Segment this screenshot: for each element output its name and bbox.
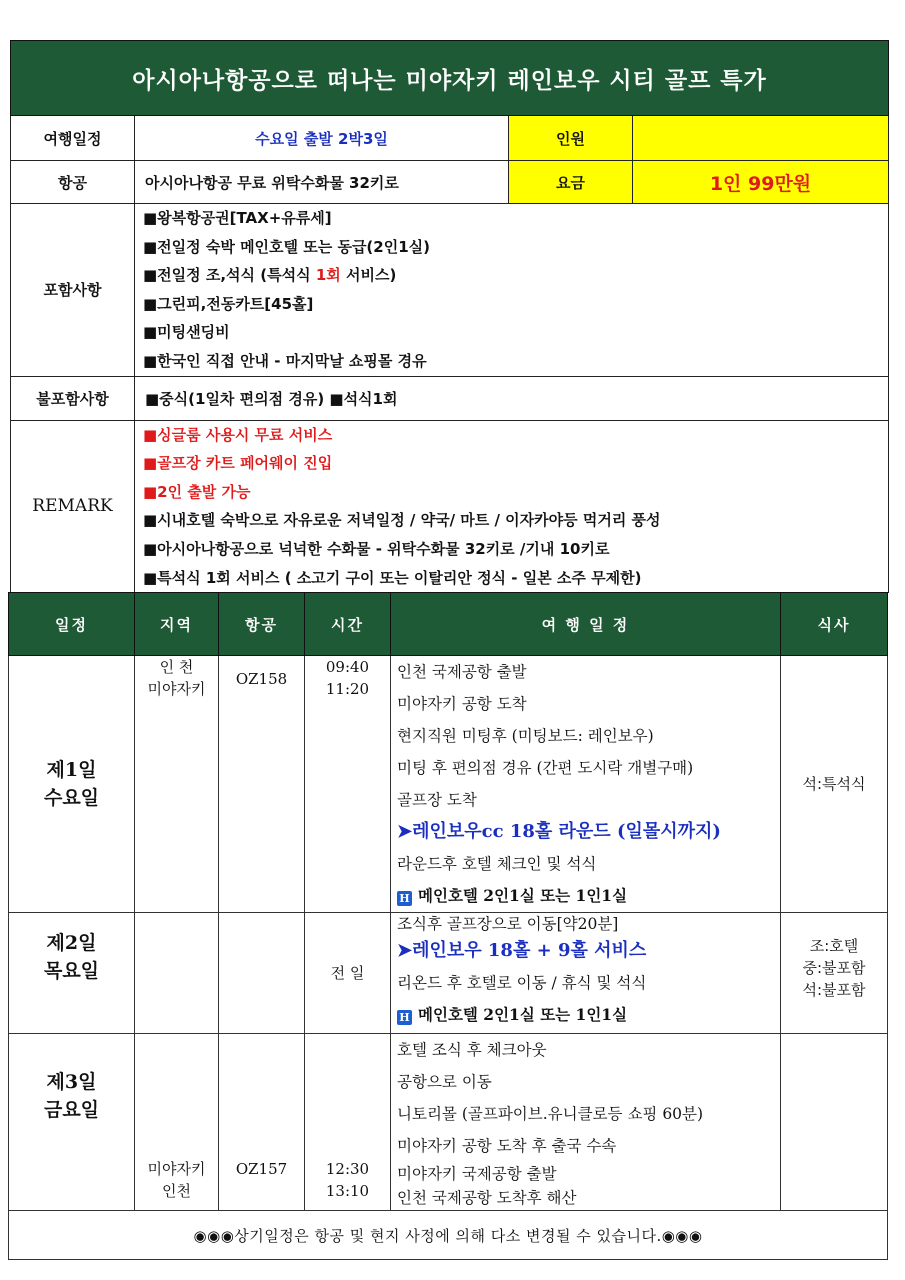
flight-cell	[219, 1034, 305, 1211]
hotel-text: 메인호텔 2인1실 또는 1인1실	[418, 1005, 628, 1024]
day-label: 제3일	[46, 1071, 97, 1093]
notice: ◉◉◉상기일정은 항공 및 현지 사정에 의해 다소 변경될 수 있습니다.◉◉◉	[9, 1211, 888, 1260]
people-value	[633, 116, 889, 161]
people-label: 인원	[509, 116, 633, 161]
included-meal-highlight: 1회	[315, 266, 341, 285]
schedule-value: 수요일 출발 2박3일	[135, 116, 509, 161]
included-item: ■미팅샌딩비	[143, 323, 230, 342]
activity-item: 조식후 골프장으로 이동[약20분]	[397, 915, 619, 933]
day-row-2	[9, 913, 888, 1034]
schedule-label: 여행일정	[11, 116, 135, 161]
day-cell	[9, 1034, 135, 1211]
summary-table	[10, 40, 889, 593]
excluded-label: 불포함사항	[11, 376, 135, 420]
meal-cell	[781, 656, 888, 913]
flight-cell	[219, 913, 305, 1034]
region-to: 인천	[162, 1182, 191, 1200]
activity-item: 공항으로 이동	[397, 1073, 492, 1091]
activity-item: 니토리몰 (골프파이브.유니클로등 쇼핑 60분)	[397, 1105, 704, 1123]
region-from: 미야자키	[147, 1160, 206, 1178]
itinerary-table	[8, 592, 888, 1260]
time-allday: 전 일	[330, 964, 365, 982]
meal-item: 석:불포함	[802, 981, 866, 999]
activity-item: 인천 국제공항 도착후 해산	[397, 1189, 577, 1207]
meal-cell	[781, 913, 888, 1034]
included-item: ■그린피,전동카트[45홀]	[143, 294, 314, 313]
airline-value: 아시아나항공 무료 위탁수화물 32키로	[135, 161, 509, 204]
day-row-1	[9, 656, 888, 913]
day-cell	[9, 913, 135, 1034]
remark-item: ■특석식 1회 서비스 ( 소고기 구이 또는 이탈리안 정식 - 일본 소주 무제한)	[143, 568, 642, 587]
day-label: 제1일	[46, 759, 97, 781]
weekday-label: 수요일	[43, 787, 100, 809]
header-meal: 식사	[781, 593, 888, 656]
meal-item: 조:호텔	[809, 937, 859, 955]
activities-cell	[391, 913, 781, 1034]
region-from: 인 천	[159, 658, 194, 676]
day-row-3	[9, 1034, 888, 1211]
activity-item: 미야자키 국제공항 출발	[397, 1165, 557, 1183]
time-arrive: 13:10	[325, 1182, 370, 1200]
activity-item: 인천 국제공항 출발	[397, 663, 527, 681]
activity-highlight: ➤레인보우 18홀 + 9홀 서비스	[397, 940, 647, 961]
flight-number: OZ158	[235, 670, 288, 688]
meal-cell	[781, 1034, 888, 1211]
header-flight: 항공	[219, 593, 305, 656]
remark-item-red: ■2인 출발 가능	[143, 482, 251, 501]
time-depart: 12:30	[325, 1160, 370, 1178]
included-item: ■왕복항공권[TAX+유류세]	[143, 209, 332, 227]
activity-highlight: ➤레인보우cc 18홀 라운드 (일몰시까지)	[397, 821, 721, 842]
activity-item: 호텔 조식 후 체크아웃	[397, 1041, 547, 1059]
included-label: 포함사항	[11, 204, 135, 377]
time-cell	[305, 913, 391, 1034]
time-cell	[305, 1034, 391, 1211]
header-plan: 여 행 일 정	[391, 593, 781, 656]
header-day: 일정	[9, 593, 135, 656]
remark-item: ■아시아나항공으로 넉넉한 수화물 - 위탁수화물 32키로 /기내 10키로	[143, 539, 610, 558]
included-meal-prefix: ■전일정 조,석식 (특석식	[143, 266, 316, 285]
region-cell	[135, 656, 219, 913]
page-title: 아시아나항공으로 떠나는 미야자키 레인보우 시티 골프 특가	[11, 41, 889, 116]
weekday-label: 금요일	[43, 1099, 100, 1121]
time-depart: 09:40	[325, 658, 370, 676]
remark-item-red: ■싱글룸 사용시 무료 서비스	[143, 425, 333, 444]
fee-label: 요금	[509, 161, 633, 204]
remark-label: REMARK	[11, 420, 135, 593]
activity-item: 미팅 후 편의점 경유 (간편 도시락 개별구매)	[397, 759, 694, 777]
included-item: ■한국인 직접 안내 - 마지막날 쇼핑몰 경유	[143, 351, 427, 370]
hotel-icon: H	[397, 891, 412, 906]
activity-item: 현지직원 미팅후 (미팅보드: 레인보우)	[397, 727, 654, 745]
meal-item: 중:불포함	[802, 959, 866, 977]
activities-cell	[391, 1034, 781, 1211]
activity-item: 미야자키 공항 도착	[397, 695, 527, 713]
airline-label: 항공	[11, 161, 135, 204]
time-cell	[305, 656, 391, 913]
region-to: 미야자키	[147, 680, 206, 698]
included-item: ■전일정 숙박 메인호텔 또는 동급(2인1실)	[143, 237, 430, 256]
hotel-text: 메인호텔 2인1실 또는 1인1실	[418, 886, 628, 905]
header-time: 시간	[305, 593, 391, 656]
flight-cell	[219, 656, 305, 913]
remark-item-red: ■골프장 카트 페어웨이 진입	[143, 454, 333, 473]
included-item-meal	[135, 261, 888, 290]
day-label: 제2일	[46, 932, 97, 954]
activity-hotel	[391, 999, 780, 1031]
remark-list	[135, 420, 889, 593]
fee-value: 1인 99만원	[633, 161, 889, 204]
included-list	[135, 204, 889, 377]
included-meal-suffix: 서비스)	[340, 266, 397, 285]
header-region: 지역	[135, 593, 219, 656]
day-cell	[9, 656, 135, 913]
region-cell	[135, 913, 219, 1034]
region-cell	[135, 1034, 219, 1211]
weekday-label: 목요일	[43, 960, 100, 982]
hotel-icon: H	[397, 1010, 412, 1025]
flight-number: OZ157	[235, 1160, 288, 1178]
activity-hotel	[391, 880, 780, 912]
activity-item: 미야자키 공항 도착 후 출국 수속	[397, 1137, 617, 1155]
excluded-value: ■중식(1일차 편의점 경유) ■석식1회	[135, 376, 889, 420]
activity-item: 라운드후 호텔 체크인 및 석식	[397, 855, 597, 873]
activity-item: 리온드 후 호텔로 이동 / 휴식 및 석식	[397, 974, 647, 992]
activities-cell	[391, 656, 781, 913]
time-arrive: 11:20	[325, 680, 370, 698]
remark-item: ■시내호텔 숙박으로 자유로운 저녁일정 / 약국/ 마트 / 이자카야등 먹거리 풍성	[143, 511, 661, 530]
meal-item: 석:특석식	[802, 775, 866, 793]
activity-item: 골프장 도착	[397, 791, 477, 809]
